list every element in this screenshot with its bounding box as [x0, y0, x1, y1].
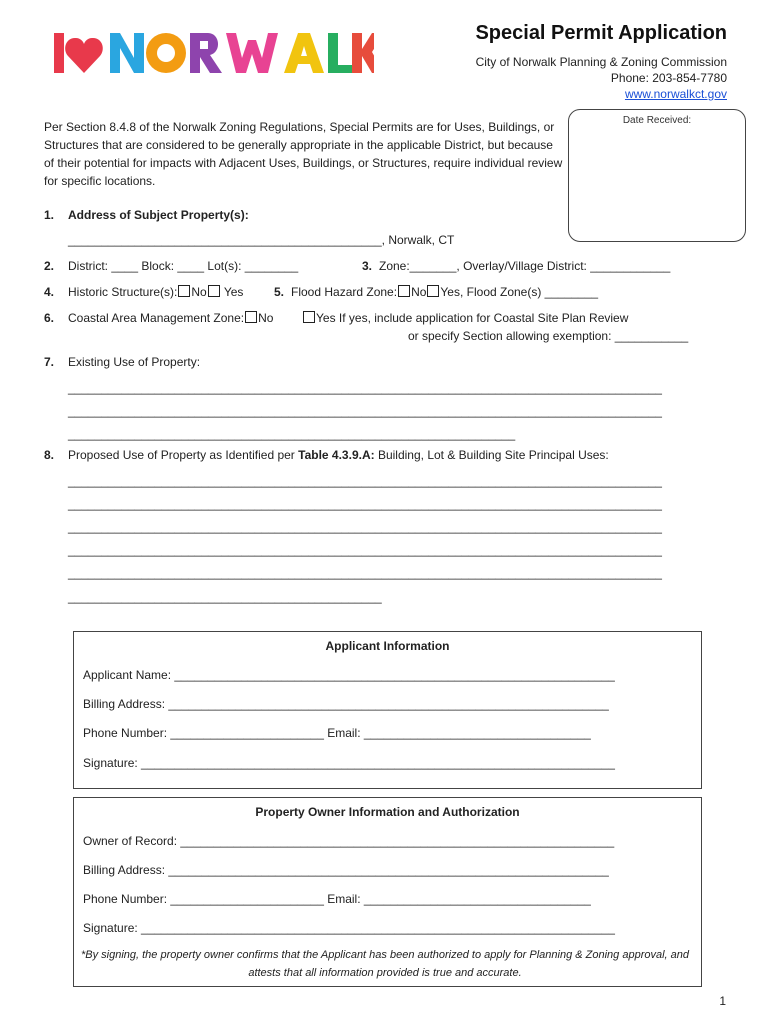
q2-district-block-lot[interactable]: District: ____ Block: ____ Lot(s): ________	[68, 259, 299, 273]
q4-label: Historic Structure(s):	[68, 285, 178, 299]
q6-no-label: No	[258, 311, 274, 325]
q6-no-checkbox[interactable]	[245, 311, 257, 323]
q3-zone-overlay[interactable]: Zone:_______, Overlay/Village District: ____________	[379, 259, 671, 273]
q8-label-pre: Proposed Use of Property as Identified per	[68, 448, 299, 462]
owner-signature-field[interactable]: Signature: _______________________________________________________________________	[83, 921, 615, 935]
q4-no-checkbox[interactable]	[178, 285, 190, 297]
q1-number: 1.	[44, 208, 55, 222]
q8-line[interactable]: _________________________________________________________________________________________	[68, 497, 662, 511]
applicant-signature-field[interactable]: Signature: _______________________________________________________________________	[83, 756, 615, 770]
q6-label: Coastal Area Management Zone:	[68, 311, 245, 325]
q8-line[interactable]: _________________________________________________________________________________________	[68, 566, 662, 580]
q6-coastal-row	[68, 311, 273, 325]
q4-no-label: No	[191, 285, 207, 299]
q8-line[interactable]: _________________________________________________________________________________________	[68, 474, 662, 488]
q7-line[interactable]: ___________________________________________________________________	[68, 427, 516, 441]
form-title: Special Permit Application	[475, 22, 727, 44]
q7-line[interactable]: _________________________________________________________________________________________	[68, 404, 662, 418]
q5-number: 5.	[274, 285, 285, 299]
q5-label: Flood Hazard Zone:	[291, 285, 398, 299]
q6-number: 6.	[44, 311, 55, 325]
q6-yes-row	[302, 311, 628, 325]
applicant-name-field[interactable]: Applicant Name: __________________________________________________________________	[83, 668, 615, 682]
q7-line[interactable]: _________________________________________________________________________________________	[68, 381, 662, 395]
applicant-billing-field[interactable]: Billing Address: __________________________________________________________________	[83, 697, 609, 711]
q8-line[interactable]: _________________________________________________________________________________________	[68, 520, 662, 534]
q5-no-label: No	[411, 285, 427, 299]
q8-label	[68, 448, 609, 462]
q5-yes-checkbox[interactable]	[427, 285, 439, 297]
q8-line[interactable]: _________________________________________________________________________________________	[68, 543, 662, 557]
q3-number: 3.	[362, 259, 373, 273]
q1-address-line[interactable]: _______________________________________________, Norwalk, CT	[68, 233, 455, 247]
intro-paragraph: Per Section 8.4.8 of the Norwalk Zoning Regulations, Special Permits are for Uses, Buildings, or Structures that are considered to be generally appropriate in the applicable District, but because of their potential for impacts with Adjacent Uses, Buildings, or Structures, require individual review for specific locations.	[44, 120, 563, 188]
website-link[interactable]: www.norwalkct.gov	[624, 87, 727, 101]
q7-number: 7.	[44, 355, 55, 369]
q8-line[interactable]: _______________________________________________	[68, 590, 382, 604]
date-received-label: Date Received:	[622, 115, 692, 126]
q6-yes-label: Yes If yes, include application for Coastal Site Plan Review	[316, 311, 629, 325]
q4-number: 4.	[44, 285, 55, 299]
applicant-heading: Applicant Information	[325, 639, 450, 653]
owner-heading: Property Owner Information and Authorization	[255, 805, 520, 819]
date-received-box[interactable]	[568, 109, 746, 242]
q4-historic-row	[68, 285, 243, 299]
i-love-norwalk-logo	[54, 30, 374, 76]
q5-no-checkbox[interactable]	[398, 285, 410, 297]
phone-number: Phone: 203-854-7780	[610, 71, 727, 85]
owner-billing-field[interactable]: Billing Address: __________________________________________________________________	[83, 863, 609, 877]
q4-yes-checkbox[interactable]	[208, 285, 220, 297]
q8-label-post: Building, Lot & Building Site Principal Uses:	[374, 448, 609, 462]
owner-phone-email-field[interactable]: Phone Number: _______________________ Email: __________________________________	[83, 892, 591, 906]
q7-label: Existing Use of Property:	[68, 355, 201, 369]
page-number: 1	[719, 994, 726, 1008]
q6-exemption-line[interactable]: or specify Section allowing exemption: ___________	[408, 329, 689, 343]
q6-yes-checkbox[interactable]	[303, 311, 315, 323]
q1-label: Address of Subject Property(s):	[68, 208, 249, 222]
q2-number: 2.	[44, 259, 55, 273]
q8-number: 8.	[44, 448, 55, 462]
applicant-phone-email-field[interactable]: Phone Number: _______________________ Email: __________________________________	[83, 726, 591, 740]
q8-table-ref: Table 4.3.9.A:	[298, 448, 375, 462]
q5-flood-row	[291, 285, 598, 299]
q4-yes-label: Yes	[223, 285, 244, 299]
authorization-note: *By signing, the property owner confirms that the Applicant has been authorized to apply for Planning & Zoning approval, and attests that all information provided is true and accurate.	[80, 949, 690, 979]
org-name: City of Norwalk Planning & Zoning Commission	[475, 55, 727, 69]
owner-record-field[interactable]: Owner of Record: _________________________________________________________________	[83, 834, 615, 848]
q5-yes-label: Yes, Flood Zone(s) ________	[440, 285, 599, 299]
